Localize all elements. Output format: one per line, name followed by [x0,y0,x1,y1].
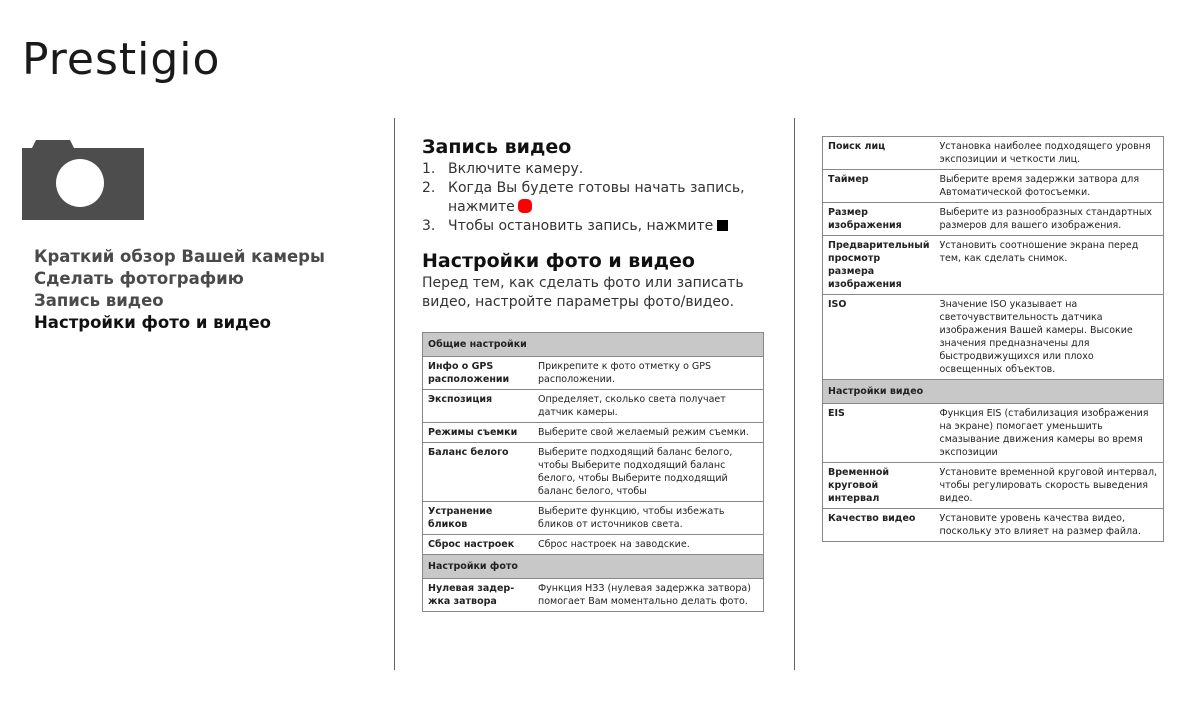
divider-middle [794,118,795,670]
record-steps [422,160,772,236]
table-row: Баланс белого Выберите подходящий баланс белого, чтобы Выберите подходящий баланс белого, чтобы Выберите подходящий баланс белого, чтобы [423,443,764,502]
table-row: Поиск лиц Установка наиболее подходящего уровня экспозиции и четкости лиц. [823,137,1164,170]
table-row: Режимы съемки Выберите свой желаемый режим съемки. [423,423,764,443]
table-row: Временной круговой интервал Установите временной круговой интервал, чтобы регулировать скорость выведения видео. [823,463,1164,509]
toc-item-settings[interactable]: Настройки фото и видео [34,313,272,332]
table-row: Устранение бликов Выберите функцию, чтобы избежать бликов от источников света. [423,502,764,535]
camera-icon [22,140,144,220]
list-item: 3. Чтобы остановить запись, нажмите [422,217,772,236]
right-column [822,136,1166,542]
record-video-title: Запись видео [422,136,572,158]
list-item: 1. Включите камеру. [422,161,584,177]
table-row: ISO Значение ISO указывает на светочувствительность датчика изображения Вашей камеры. Высокие значения предназначены для быстродвижущихся или плохо освещенных объектов. [823,295,1164,380]
table-of-contents [34,246,325,334]
settings-table-1 [422,332,764,612]
section-general-header: Общие настройки [423,333,764,357]
table-row: Размер изображения Выберите из разнообразных стандартных размеров для вашего изображения. [823,203,1164,236]
table-row: Качество видео Установите уровень качества видео, поскольку это влияет на размер файла. [823,509,1164,542]
section-video-header: Настройки видео [823,380,1164,404]
table-row: Экспозиция Определяет, сколько света получает датчик камеры. [423,390,764,423]
divider-left [394,118,395,670]
toc-item-record-video[interactable]: Запись видео [34,291,164,310]
table-row: EIS Функция EIS (стабилизация изображения на экране) помогает уменьшить смазывание движения камеры во время экспозиции [823,404,1164,463]
section-photo-header: Настройки фото [423,555,764,579]
toc-item-overview[interactable]: Краткий обзор Вашей камеры [34,247,325,266]
stop-button-icon [717,220,728,231]
settings-intro: Перед тем, как сделать фото или записать видео, настройте параметры фото/видео. [422,275,744,310]
table-row: Нулевая задер-жка затвора Функция НЗЗ (нулевая задержка затвора) помогает Вам моментально делать фото. [423,579,764,612]
table-row: Инфо о GPS расположении Прикрепите к фото отметку о GPS расположении. [423,357,764,390]
record-button-icon [518,199,532,213]
table-row: Предварительный просмотр размера изображения Установить соотношение экрана перед тем, как сделать снимок. [823,236,1164,295]
table-row: Сброс настроек Сброс настроек на заводские. [423,535,764,555]
table-row: Таймер Выберите время задержки затвора для Автоматической фотосъемки. [823,170,1164,203]
middle-column [422,136,772,612]
prestigio-logo: Prestigio [22,34,221,85]
toc-item-take-photo[interactable]: Сделать фотографию [34,269,244,288]
settings-table-2 [822,136,1164,542]
settings-title: Настройки фото и видео [422,250,695,272]
list-item: 2. Когда Вы будете готовы начать запись, нажмите [422,180,745,215]
